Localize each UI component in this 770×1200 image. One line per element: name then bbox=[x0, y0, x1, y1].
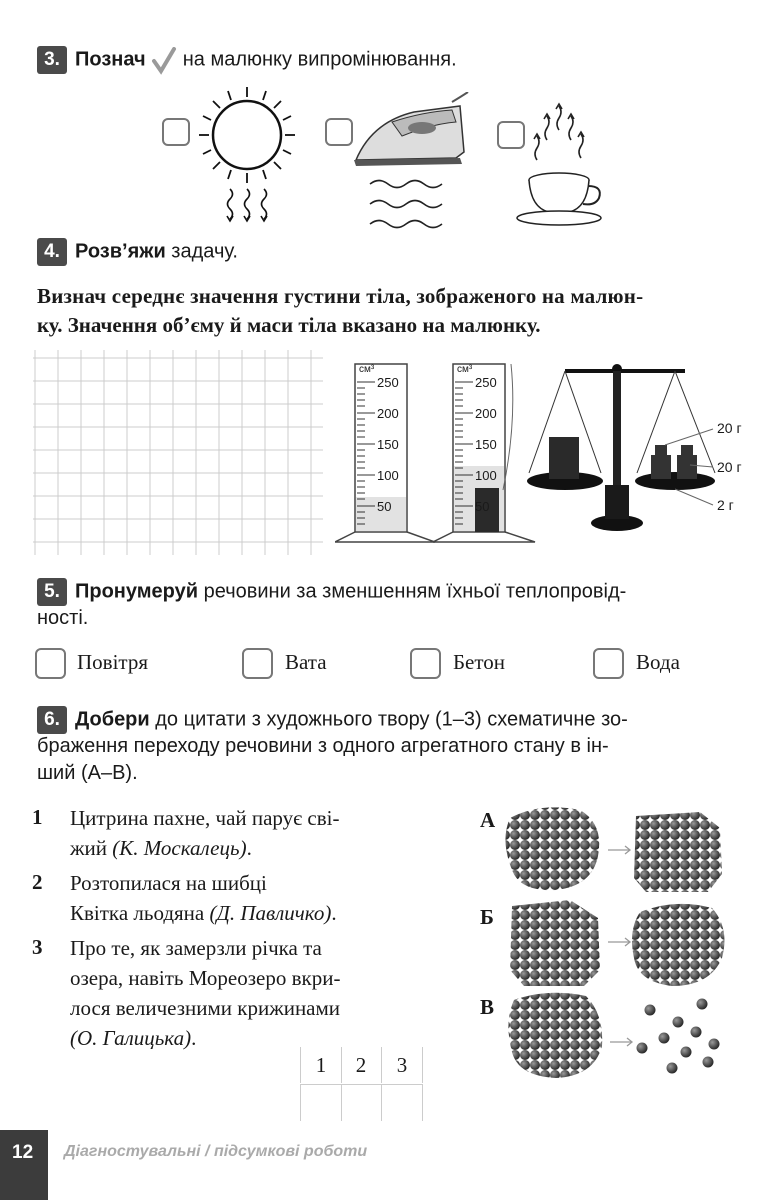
quote-author: (О. Галицька) bbox=[70, 1026, 192, 1050]
task-verb: Познач bbox=[75, 48, 146, 71]
quote-line: Цитрина пахне, чай парує сві- bbox=[70, 806, 340, 830]
task-3-heading bbox=[37, 46, 457, 74]
answer-header-3: 3 bbox=[382, 1047, 423, 1083]
option-water: Вода bbox=[636, 650, 680, 674]
task-6-text-line-2: браження переходу речовини з одного агрегатного стану в ін- bbox=[37, 735, 609, 757]
cylinder-tick-250: 250 bbox=[377, 375, 399, 390]
cylinder-tick-150: 150 bbox=[377, 437, 399, 452]
task-text: речовини за зменшенням їхньої теплопровід- bbox=[203, 580, 627, 603]
answer-table bbox=[300, 1047, 422, 1121]
checkbox-sun[interactable] bbox=[162, 118, 190, 146]
measuring-cylinder-2 bbox=[433, 362, 538, 546]
iron-illustration bbox=[352, 92, 472, 232]
quote-2 bbox=[70, 868, 337, 928]
cylinder-tick-100: 100 bbox=[377, 468, 399, 483]
quote-number-3: 3 bbox=[32, 935, 43, 959]
quote-line: лося величезними крижинами bbox=[70, 996, 341, 1020]
cylinder-tick-250: 250 bbox=[475, 375, 497, 390]
measuring-cylinder-1 bbox=[335, 362, 435, 546]
cylinder-tick-200: 200 bbox=[475, 406, 497, 421]
task-5-heading bbox=[37, 578, 626, 606]
cylinder-tick-50: 50 bbox=[475, 499, 490, 514]
task-number: 3. bbox=[37, 46, 67, 74]
checkbox-cotton[interactable] bbox=[242, 648, 273, 679]
quote-line: Квітка льодяна (Д. Павличко). bbox=[70, 901, 337, 925]
answer-grid bbox=[33, 350, 323, 555]
answer-header-1: 1 bbox=[300, 1047, 342, 1083]
option-air: Повітря bbox=[77, 650, 149, 674]
cylinder-tick-50: 50 bbox=[377, 499, 392, 514]
task-4-text-line-2: ку. Значення об’єму й маси тіла вказано на малюнку. bbox=[37, 313, 541, 337]
weight-label-1: 20 г bbox=[717, 420, 742, 436]
sun-illustration bbox=[195, 85, 300, 235]
quote-number-1: 1 bbox=[32, 805, 43, 829]
answer-cell-2[interactable] bbox=[341, 1084, 382, 1121]
task-4-heading bbox=[37, 238, 238, 266]
weight-label-3: 2 г bbox=[717, 497, 734, 513]
letter-a: А bbox=[480, 808, 496, 832]
balance-scale bbox=[525, 355, 760, 545]
task-number: 5. bbox=[37, 578, 67, 606]
task-text: на малюнку випромінювання. bbox=[182, 48, 457, 71]
weight-label-2: 20 г bbox=[717, 459, 742, 475]
cylinder-unit: см³ bbox=[359, 364, 375, 375]
quote-3 bbox=[70, 933, 340, 1053]
checkbox-air[interactable] bbox=[35, 648, 66, 679]
page-number-tab bbox=[0, 1130, 48, 1200]
task-text: задачу. bbox=[171, 240, 238, 263]
quote-line: Розтопилася на шибці bbox=[70, 871, 267, 895]
quote-1 bbox=[70, 803, 339, 863]
answer-cell-1[interactable] bbox=[300, 1084, 342, 1121]
tea-cup-illustration bbox=[515, 90, 610, 230]
quote-number-2: 2 bbox=[32, 870, 43, 894]
cylinder-unit: см³ bbox=[457, 364, 473, 375]
checkbox-water[interactable] bbox=[593, 648, 624, 679]
quote-line: жий (К. Москалець). bbox=[70, 836, 252, 860]
checkmark-icon bbox=[151, 47, 177, 73]
task-text: до цитати з художнього твору (1–3) схематичне зо- bbox=[155, 708, 628, 731]
quote-line: (О. Галицька). bbox=[70, 1026, 197, 1050]
task-verb: Розв’яжи bbox=[75, 240, 166, 263]
task-verb: Добери bbox=[75, 708, 150, 731]
option-cotton: Вата bbox=[285, 650, 327, 674]
checkbox-concrete[interactable] bbox=[410, 648, 441, 679]
cylinder-tick-150: 150 bbox=[475, 437, 497, 452]
checkbox-iron[interactable] bbox=[325, 118, 353, 146]
task-number: 4. bbox=[37, 238, 67, 266]
task-5-text-line-2: ності. bbox=[37, 607, 89, 629]
page-number: 12 bbox=[12, 1142, 34, 1163]
particle-diagrams bbox=[500, 800, 740, 1085]
quote-line: Про те, як замерзли річка та bbox=[70, 936, 322, 960]
task-4-text-line-1: Визнач середнє значення густини тіла, зображеного на малюн- bbox=[37, 284, 644, 308]
quote-line: озера, навіть Мореозеро вкри- bbox=[70, 966, 341, 990]
task-6-heading bbox=[37, 706, 628, 734]
cylinder-tick-200: 200 bbox=[377, 406, 399, 421]
cylinder-tick-100: 100 bbox=[475, 468, 497, 483]
quote-author: (Д. Павличко) bbox=[209, 901, 332, 925]
answer-header-2: 2 bbox=[341, 1047, 382, 1083]
task-verb: Пронумеруй bbox=[75, 580, 199, 603]
answer-cell-3[interactable] bbox=[382, 1084, 423, 1121]
letter-b: Б bbox=[480, 905, 494, 929]
letter-v: В bbox=[480, 995, 495, 1019]
task-6-text-line-3: ший (А–В). bbox=[37, 762, 138, 784]
task-number: 6. bbox=[37, 706, 67, 734]
footer-title: Діагностувальні / підсумкові роботи bbox=[64, 1143, 368, 1160]
quote-author: (К. Москалець) bbox=[112, 836, 247, 860]
option-concrete: Бетон bbox=[453, 650, 506, 674]
